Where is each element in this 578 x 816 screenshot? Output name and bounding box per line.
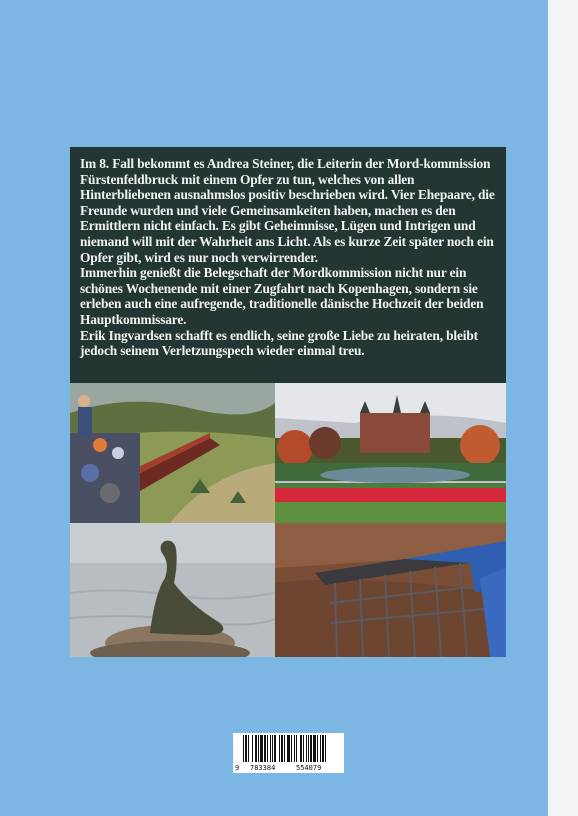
photo-castle-garden [275, 383, 506, 523]
blurb-box [70, 147, 506, 383]
blurb-paragraph-1: Im 8. Fall bekommt es Andrea Steiner, die Leiterin der Mord-kommission Fürstenfeldbruck mit einem Opfer zu tun, welches von allen Hinterbliebenen ausnahmslos positiv beschrieben wird. Vier Ehepaare, die Freunde wurden und viele Gemeinsamkeiten haben, machen es den Ermittlern nicht einfach. Es gibt Geheimnisse, Lügen und Intrigen und niemand will mit der Wahrheit ans Licht. Als es kurze Zeit später noch ein Opfer gibt, wird es nur noch verwirrender. [80, 156, 495, 265]
blurb-paragraph-3: Erik Ingvardsen schafft es endlich, seine große Liebe zu heiraten, bleibt jedoch seinem Verletzungspech wieder einmal treu. [80, 327, 478, 359]
blurb-paragraph-2: Immerhin genießt die Belegschaft der Mordkommission nicht nur ein schönes Wochenende mit einer Zugfahrt nach Kopenhagen, sondern sie erleben auch eine aufregende, traditionelle dänische Hochzeit der beiden Hauptkommissare. [80, 265, 484, 327]
barcode-group-2: 554079 [296, 764, 322, 772]
barcode-first-digit: 9 [235, 764, 240, 772]
photo-viaduct-train [275, 523, 506, 657]
photo-collage [70, 383, 506, 657]
isbn-barcode [233, 733, 344, 773]
photo-mermaid-statue [70, 523, 275, 657]
spine-edge [548, 0, 578, 816]
barcode-bars [233, 733, 344, 764]
photo-train-valley [70, 383, 275, 523]
barcode-group-1: 783384 [250, 764, 276, 772]
